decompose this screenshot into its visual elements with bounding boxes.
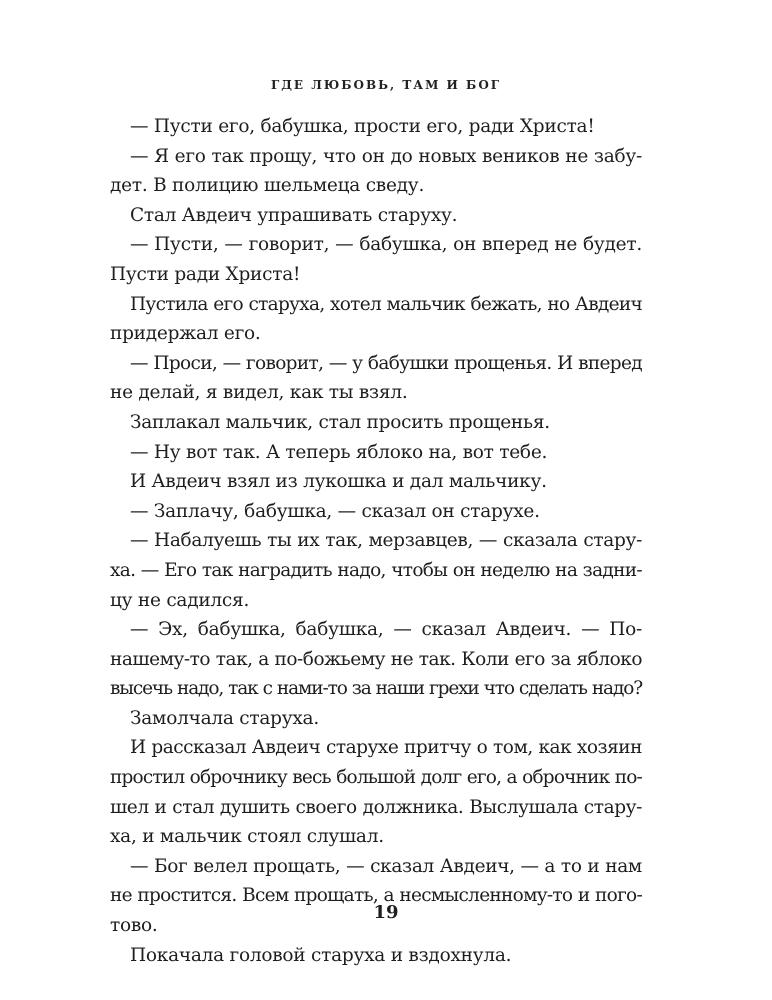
text-line: дет. В полицию шельмеца сведу. [110, 175, 425, 197]
text-line: ха, и мальчик стоял слушал. [110, 826, 384, 848]
text-line: И рассказал Авдеич старухе притчу о том, как хозяин [130, 737, 642, 759]
text-line: придержал его. [110, 323, 261, 345]
text-line: Пустила его старуха, хотел мальчик бежать, но Авдеич [130, 293, 642, 315]
text-line: нашему-то так, а по-божьему не так. Коли его за яблоко [110, 648, 642, 670]
running-title: ГДЕ ЛЮБОВЬ, ТАМ И БОГ [270, 78, 502, 92]
text-line: цу не садился. [110, 589, 250, 611]
text-line: — Ну вот так. А теперь яблоко на, вот тебе. [130, 441, 548, 463]
text-line: простил оброчнику весь большой долг его, а оброчник по- [110, 767, 642, 789]
text-line: Покачала головой старуха и вздохнула. [130, 944, 512, 966]
text-line: — Пусти его, бабушка, прости его, ради Христа! [130, 116, 595, 137]
text-line: Пусти ради Христа! [110, 263, 301, 285]
text-line: высечь надо, так с нами-то за наши грехи что сделать надо? [110, 678, 642, 700]
text-line: не простится. Всем прощать, а несмысленному-то и пого- [110, 885, 642, 907]
text-line: Стал Авдеич упрашивать старуху. [130, 204, 458, 226]
text-line: — Эх, бабушка, бабушка, — сказал Авдеич. — По- [130, 619, 642, 641]
page-number: 19 [373, 902, 399, 923]
text-line: — Пусти, — говорит, — бабушка, он вперед не будет. [130, 234, 642, 256]
text-line: не делай, я видел, как ты взял. [110, 382, 408, 404]
text-line: — Набалуешь ты их так, мерзавцев, — сказала стару- [130, 530, 642, 552]
text-line: — Проси, — говорит, — у бабушки прощенья. И вперед [130, 352, 642, 374]
text-line: ха. — Его так наградить надо, чтобы он неделю на задни- [110, 559, 642, 581]
text-line: — Я его так прощу, что он до новых веников не забу- [130, 145, 642, 167]
text-line: Замолчала старуха. [130, 707, 319, 729]
body-text [110, 112, 642, 970]
text-line: тово. [110, 915, 158, 937]
text-line: Заплакал мальчик, стал просить прощенья. [130, 411, 550, 433]
text-line: шел и стал душить своего должника. Выслушала стару- [110, 796, 642, 818]
text-line: — Бог велел прощать, — сказал Авдеич, — а то и нам [130, 855, 642, 877]
text-line: — Заплачу, бабушка, — сказал он старухе. [130, 500, 540, 522]
text-line: И Авдеич взял из лукошка и дал мальчику. [130, 471, 547, 493]
